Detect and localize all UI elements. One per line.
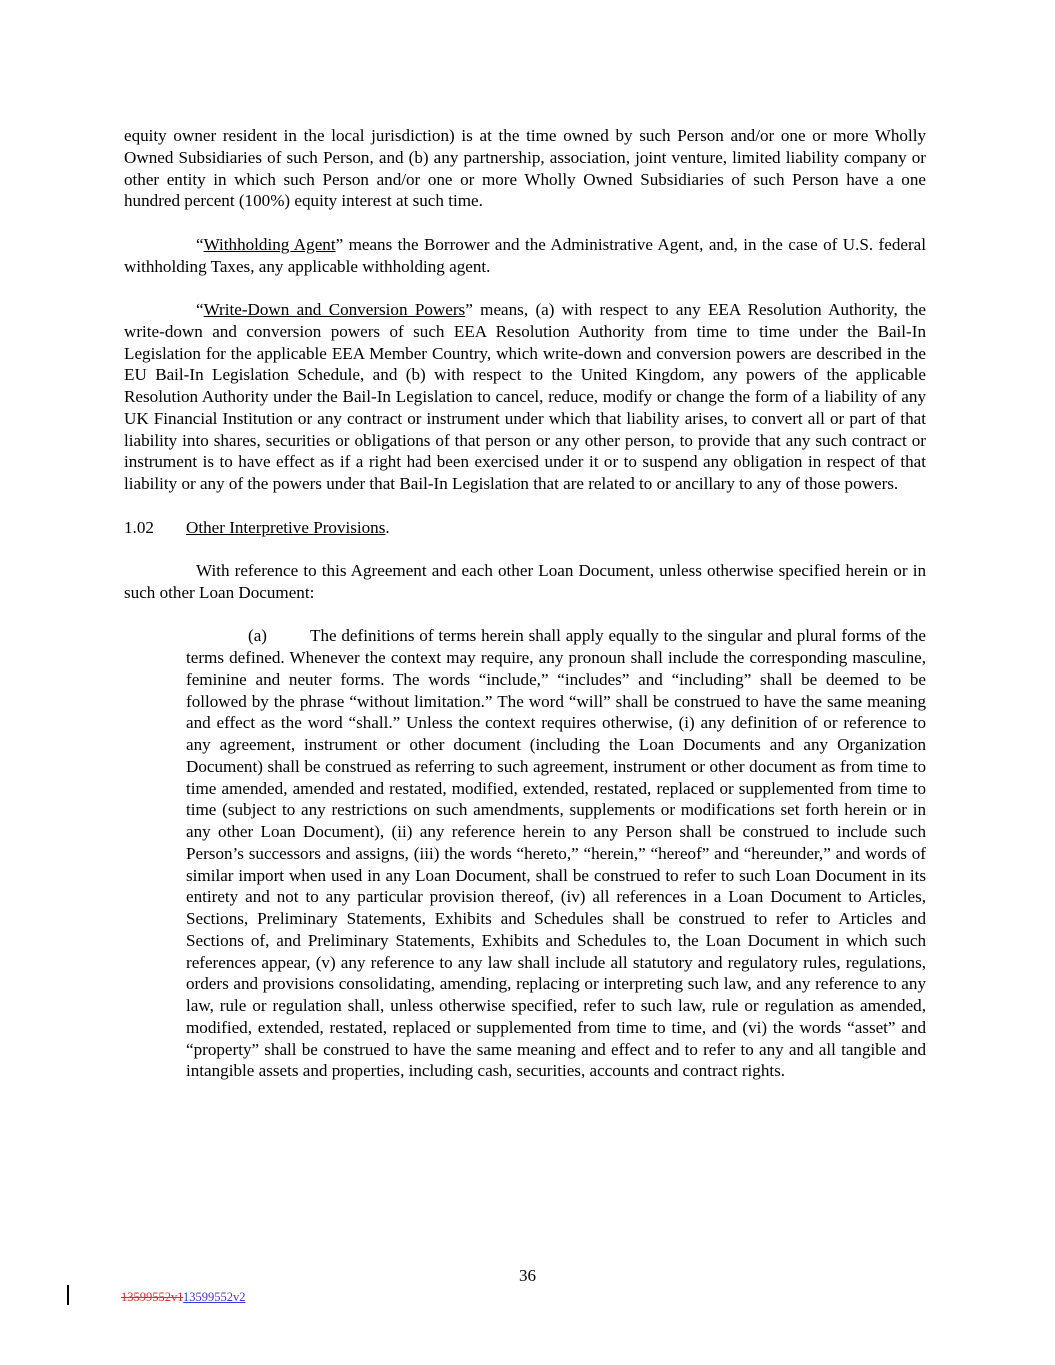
section-title-period: . [385,517,390,537]
document-id [121,1290,246,1305]
definition-body: ” means the Borrower and the Administrative Agent, and, in the case of U.S. federal withholding Taxes, any applicable withholding agent. [124,234,926,276]
intro-paragraph: equity owner resident in the local jurisdiction) is at the time owned by such Person and/or one or more Wholly Owned Subsidiaries of such Person, and (b) any partnership, association, joint venture, limited liability company or other entity in which such Person and/or one or more Wholly Owned Subsidiaries of such Person have a one hundred percent (100%) equity interest at such time. [124,126,926,211]
open-quote: “ [196,300,204,319]
page-number: 36 [519,1266,536,1285]
clause-text: The definitions of terms herein shall apply equally to the singular and plural forms of the terms defined. Whenever the context may require, any pronoun shall include the corresponding masculine, feminine and neuter forms. The words “include,” “includes” and “including” shall be deemed to be followed by the phrase “without limitation.” The word “will” shall be construed to have the same meaning and effect as the word “shall.” Unless the context requires otherwise, (i) any definition of or reference to any agreement, instrument or other document (including the Loan Documents and any Organization Document) shall be construed as referring to such agreement, instrument or other document as from time to time amended, amended and restated, modified, extended, restated, replaced or supplemented from time to time (subject to any restrictions on such amendments, supplements or modifications set forth herein or in any other Loan Document), (ii) any reference herein to any Person shall be construed to include such Person’s successors and assigns, (iii) the words “hereto,” “herein,” “hereof” and “hereunder,” and words of similar import when used in any Loan Document, shall be construed to refer to such Loan Document in its entirety and not to any particular provision thereof, (iv) all references in a Loan Document to Articles, Sections, Preliminary Statements, Exhibits and Schedules shall be construed to refer to Articles and Sections of, and Preliminary Statements, Exhibits and Schedules to, the Loan Document in which such references appear, (v) any reference to any law shall include all statutory and regulatory rules, regulations, orders and provisions consolidating, amending, replacing or interpreting such law, and any reference to any law, rule or regulation shall, unless otherwise specified, refer to such law, rule or regulation as amended, modified, extended, restated, replaced or supplemented from time to time, and (vi) the words “asset” and “property” shall be construed to have the same meaning and effect and to refer to any and all tangible and intangible assets and properties, including cash, securities, accounts and contract rights. [186,626,926,1081]
inserted-doc-id: 13599552v2 [183,1290,246,1304]
section-number: 1.02 [124,517,154,537]
clause-label: (a) [248,626,267,646]
definition-write-down-and-conversion-powers [124,299,926,495]
section-intro: With reference to this Agreement and each other Loan Document, unless otherwise specified herein or in such other Loan Document: [124,561,926,602]
definition-body: ” means, (a) with respect to any EEA Resolution Authority, the write-down and conversion powers of such EEA Resolution Authority from time to time under the Bail-In Legislation for the applicable EEA Member Country, which write-down and conversion powers are described in the EU Bail-In Legislation Schedule, and (b) with respect to the United Kingdom, any powers of the applicable Resolution Authority under the Bail-In Legislation to cancel, reduce, modify or change the form of a liability of any UK Financial Institution or any contract or instrument under which that liability arises, to convert all or part of that liability into shares, securities or obligations of that person or any other person, to provide that any such contract or instrument is to have effect as if a right had been exercised under it or to suspend any obligation in respect of that liability or any of the powers under that Bail-In Legislation that are related to or ancillary to any of those powers. [124,300,926,493]
open-quote: “ [196,234,204,254]
defined-term: Withholding Agent [203,234,336,254]
deleted-doc-id: 13599552v1 [121,1290,184,1304]
definition-withholding-agent [124,234,926,278]
page-body [124,125,926,1104]
defined-term: Write-Down and Conversion Powers [203,300,466,319]
section-title: Other Interpretive Provisions [186,517,386,537]
clause-a [186,625,926,1082]
revision-change-bar [67,1285,69,1305]
section-heading [124,517,926,539]
